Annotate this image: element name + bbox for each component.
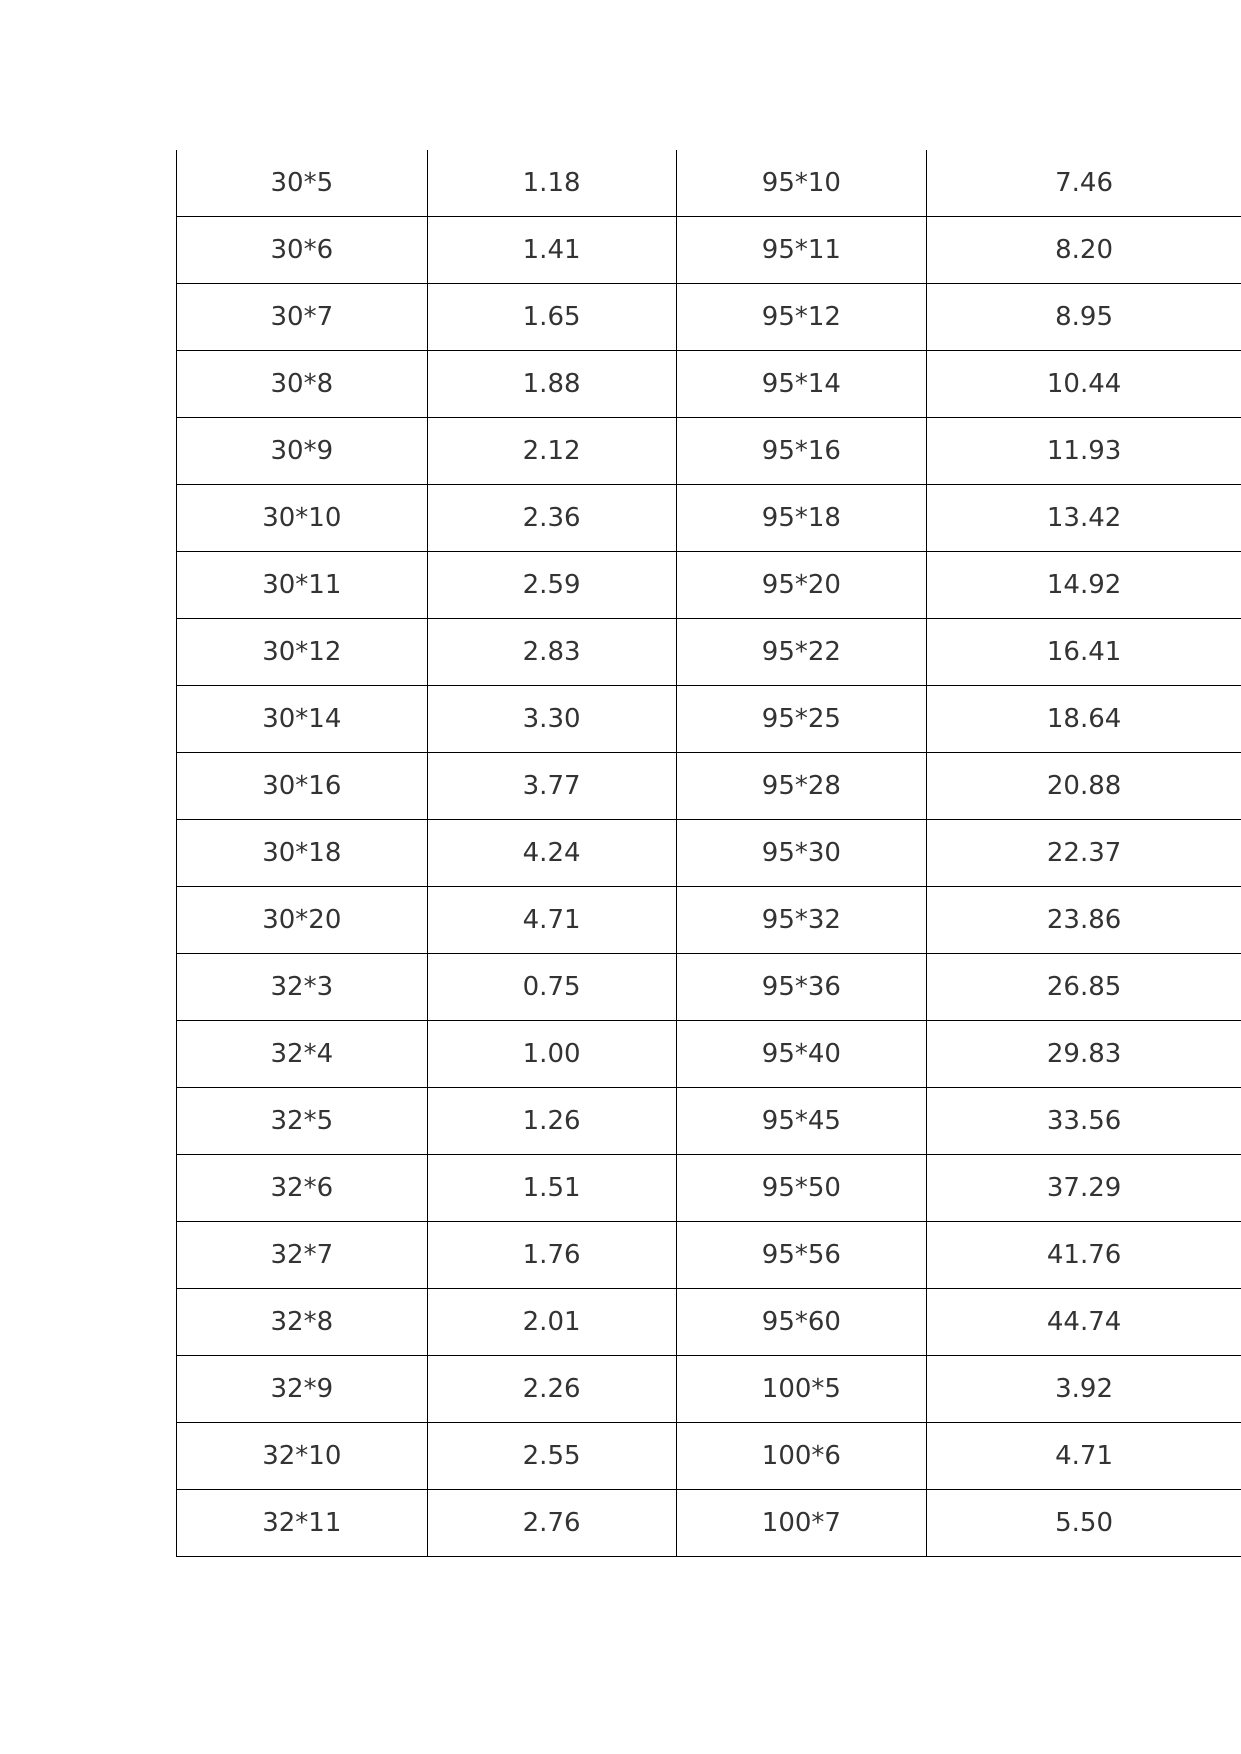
cell-text: 100*5 — [761, 1374, 841, 1404]
cell-weight-left — [427, 1222, 676, 1289]
cell-weight-left — [427, 418, 676, 485]
cell-size-left — [177, 753, 428, 820]
cell-weight-right — [927, 1289, 1241, 1356]
cell-weight-right — [927, 1088, 1241, 1155]
cell-text: 30*20 — [262, 905, 342, 935]
table-row — [177, 1423, 1241, 1490]
cell-weight-right — [927, 1423, 1241, 1490]
cell-text: 95*12 — [761, 302, 841, 332]
cell-text: 32*10 — [262, 1441, 342, 1471]
cell-text: 4.24 — [522, 838, 581, 868]
cell-text: 95*10 — [761, 168, 841, 198]
table-row — [177, 284, 1241, 351]
cell-weight-right — [927, 552, 1241, 619]
cell-text: 32*11 — [262, 1508, 342, 1538]
cell-size-left — [177, 1222, 428, 1289]
cell-weight-right — [927, 887, 1241, 954]
cell-weight-left — [427, 485, 676, 552]
table-row — [177, 1021, 1241, 1088]
cell-size-left — [177, 1021, 428, 1088]
cell-text: 26.85 — [1046, 972, 1122, 1002]
cell-size-left — [177, 485, 428, 552]
cell-weight-right — [927, 753, 1241, 820]
cell-size-right — [676, 150, 927, 217]
cell-text: 30*11 — [262, 570, 342, 600]
cell-text: 95*56 — [761, 1240, 841, 1270]
table-row — [177, 619, 1241, 686]
cell-text: 100*7 — [761, 1508, 841, 1538]
cell-text: 1.26 — [522, 1106, 581, 1136]
table-row — [177, 686, 1241, 753]
cell-size-right — [676, 1222, 927, 1289]
cell-text: 0.75 — [522, 972, 581, 1002]
cell-text: 100*6 — [761, 1441, 841, 1471]
cell-text: 2.12 — [522, 436, 581, 466]
table-row — [177, 887, 1241, 954]
cell-weight-left — [427, 753, 676, 820]
cell-text: 2.26 — [522, 1374, 581, 1404]
cell-text: 32*9 — [270, 1374, 334, 1404]
cell-weight-left — [427, 1088, 676, 1155]
cell-weight-left — [427, 1490, 676, 1557]
cell-weight-right — [927, 217, 1241, 284]
cell-weight-left — [427, 284, 676, 351]
cell-size-left — [177, 1289, 428, 1356]
table-row — [177, 1088, 1241, 1155]
cell-text: 30*16 — [262, 771, 342, 801]
cell-text: 3.77 — [522, 771, 581, 801]
cell-weight-left — [427, 820, 676, 887]
cell-size-left — [177, 217, 428, 284]
cell-size-left — [177, 284, 428, 351]
cell-text: 1.51 — [522, 1173, 581, 1203]
cell-text: 32*6 — [270, 1173, 334, 1203]
cell-weight-right — [927, 150, 1241, 217]
cell-text: 32*4 — [270, 1039, 334, 1069]
cell-size-right — [676, 1423, 927, 1490]
cell-weight-left — [427, 552, 676, 619]
cell-size-left — [177, 619, 428, 686]
cell-text: 32*5 — [270, 1106, 334, 1136]
cell-text: 2.59 — [522, 570, 581, 600]
cell-text: 8.95 — [1055, 302, 1114, 332]
cell-weight-right — [927, 284, 1241, 351]
cell-size-right — [676, 1088, 927, 1155]
cell-text: 2.55 — [522, 1441, 581, 1471]
cell-text: 3.30 — [522, 704, 581, 734]
cell-text: 95*28 — [761, 771, 841, 801]
table-row — [177, 351, 1241, 418]
cell-weight-left — [427, 954, 676, 1021]
cell-text: 5.50 — [1055, 1508, 1114, 1538]
cell-size-left — [177, 1088, 428, 1155]
cell-text: 30*10 — [262, 503, 342, 533]
cell-weight-left — [427, 1155, 676, 1222]
cell-weight-left — [427, 351, 676, 418]
cell-text: 95*20 — [761, 570, 841, 600]
cell-text: 32*3 — [270, 972, 334, 1002]
cell-text: 32*7 — [270, 1240, 334, 1270]
cell-text: 8.20 — [1055, 235, 1114, 265]
cell-text: 30*18 — [262, 838, 342, 868]
cell-text: 2.01 — [522, 1307, 581, 1337]
cell-text: 7.46 — [1055, 168, 1114, 198]
cell-size-left — [177, 954, 428, 1021]
cell-size-right — [676, 485, 927, 552]
cell-text: 95*36 — [761, 972, 841, 1002]
spec-table-body — [177, 150, 1241, 1557]
cell-size-right — [676, 552, 927, 619]
cell-size-right — [676, 217, 927, 284]
cell-size-right — [676, 954, 927, 1021]
cell-text: 29.83 — [1046, 1039, 1122, 1069]
cell-size-left — [177, 887, 428, 954]
cell-size-left — [177, 1155, 428, 1222]
cell-text: 30*6 — [270, 235, 334, 265]
cell-text: 44.74 — [1046, 1307, 1122, 1337]
cell-text: 4.71 — [522, 905, 581, 935]
cell-size-right — [676, 418, 927, 485]
cell-weight-right — [927, 954, 1241, 1021]
cell-text: 1.41 — [522, 235, 581, 265]
cell-text: 30*9 — [270, 436, 334, 466]
cell-text: 95*18 — [761, 503, 841, 533]
cell-size-left — [177, 1356, 428, 1423]
table-row — [177, 485, 1241, 552]
cell-weight-right — [927, 619, 1241, 686]
cell-text: 14.92 — [1046, 570, 1122, 600]
cell-text: 95*16 — [761, 436, 841, 466]
cell-size-left — [177, 820, 428, 887]
table-row — [177, 753, 1241, 820]
cell-text: 23.86 — [1046, 905, 1122, 935]
cell-text: 4.71 — [1055, 1441, 1114, 1471]
cell-text: 95*11 — [761, 235, 841, 265]
cell-weight-right — [927, 1021, 1241, 1088]
table-row — [177, 217, 1241, 284]
cell-size-right — [676, 619, 927, 686]
cell-size-left — [177, 1423, 428, 1490]
table-row — [177, 1356, 1241, 1423]
cell-size-right — [676, 753, 927, 820]
cell-weight-right — [927, 1356, 1241, 1423]
cell-size-right — [676, 887, 927, 954]
cell-text: 95*40 — [761, 1039, 841, 1069]
cell-text: 2.36 — [522, 503, 581, 533]
cell-size-left — [177, 418, 428, 485]
table-row — [177, 1222, 1241, 1289]
cell-weight-right — [927, 1490, 1241, 1557]
cell-text: 13.42 — [1046, 503, 1122, 533]
cell-weight-left — [427, 150, 676, 217]
table-row — [177, 418, 1241, 485]
cell-text: 95*14 — [761, 369, 841, 399]
cell-text: 37.29 — [1046, 1173, 1122, 1203]
cell-text: 95*60 — [761, 1307, 841, 1337]
cell-size-left — [177, 1490, 428, 1557]
cell-text: 95*22 — [761, 637, 841, 667]
cell-weight-left — [427, 1289, 676, 1356]
cell-text: 32*8 — [270, 1307, 334, 1337]
cell-text: 18.64 — [1046, 704, 1122, 734]
cell-weight-left — [427, 217, 676, 284]
cell-text: 95*30 — [761, 838, 841, 868]
cell-text: 1.18 — [522, 168, 581, 198]
cell-size-right — [676, 686, 927, 753]
cell-size-right — [676, 1289, 927, 1356]
cell-size-left — [177, 552, 428, 619]
cell-weight-right — [927, 1222, 1241, 1289]
cell-text: 3.92 — [1055, 1374, 1114, 1404]
cell-weight-right — [927, 820, 1241, 887]
cell-text: 30*14 — [262, 704, 342, 734]
cell-text: 41.76 — [1046, 1240, 1122, 1270]
cell-size-right — [676, 820, 927, 887]
table-row — [177, 1155, 1241, 1222]
cell-weight-right — [927, 351, 1241, 418]
cell-size-right — [676, 1021, 927, 1088]
table-row — [177, 954, 1241, 1021]
cell-weight-left — [427, 1423, 676, 1490]
table-row — [177, 1289, 1241, 1356]
cell-weight-right — [927, 686, 1241, 753]
cell-size-left — [177, 686, 428, 753]
cell-size-right — [676, 1356, 927, 1423]
cell-weight-right — [927, 418, 1241, 485]
table-row — [177, 552, 1241, 619]
cell-size-left — [177, 150, 428, 217]
cell-text: 95*32 — [761, 905, 841, 935]
cell-text: 33.56 — [1046, 1106, 1122, 1136]
cell-text: 1.88 — [522, 369, 581, 399]
table-row — [177, 820, 1241, 887]
cell-text: 11.93 — [1046, 436, 1122, 466]
cell-size-right — [676, 1155, 927, 1222]
cell-text: 22.37 — [1046, 838, 1122, 868]
cell-text: 1.00 — [522, 1039, 581, 1069]
cell-text: 16.41 — [1046, 637, 1122, 667]
cell-text: 20.88 — [1046, 771, 1122, 801]
cell-weight-left — [427, 1356, 676, 1423]
cell-size-left — [177, 351, 428, 418]
cell-text: 10.44 — [1046, 369, 1122, 399]
cell-text: 30*12 — [262, 637, 342, 667]
cell-weight-left — [427, 1021, 676, 1088]
cell-text: 30*5 — [270, 168, 334, 198]
cell-text: 30*8 — [270, 369, 334, 399]
cell-weight-right — [927, 485, 1241, 552]
cell-text: 1.65 — [522, 302, 581, 332]
table-row — [177, 150, 1241, 217]
cell-weight-right — [927, 1155, 1241, 1222]
cell-size-right — [676, 284, 927, 351]
cell-size-right — [676, 351, 927, 418]
cell-text: 95*45 — [761, 1106, 841, 1136]
cell-size-right — [676, 1490, 927, 1557]
cell-weight-left — [427, 619, 676, 686]
cell-text: 30*7 — [270, 302, 334, 332]
spec-table — [176, 150, 1241, 1557]
cell-weight-left — [427, 887, 676, 954]
cell-text: 1.76 — [522, 1240, 581, 1270]
cell-text: 2.83 — [522, 637, 581, 667]
cell-text: 95*50 — [761, 1173, 841, 1203]
cell-text: 2.76 — [522, 1508, 581, 1538]
cell-weight-left — [427, 686, 676, 753]
cell-text: 95*25 — [761, 704, 841, 734]
table-row — [177, 1490, 1241, 1557]
